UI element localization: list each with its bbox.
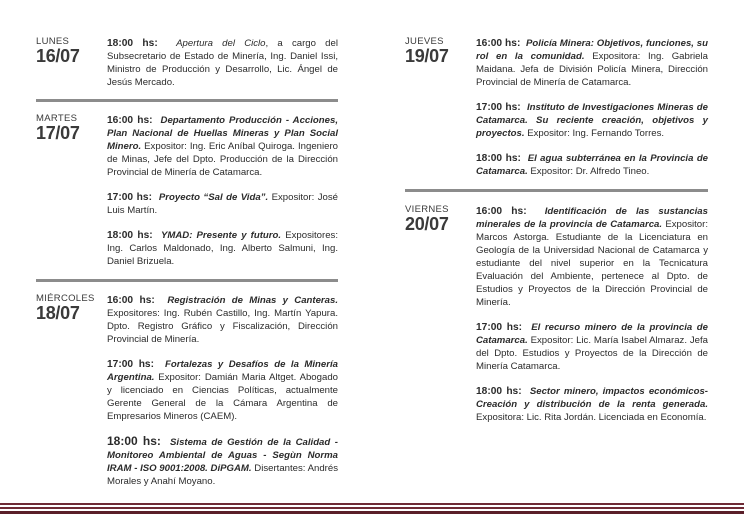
day-date: 18/07 bbox=[36, 303, 80, 323]
event-details: Expositor: Lic. María Isabel Almaraz. Jefa del Dpto. Estudios y Proyectos de la Dirección de Minería Catamarca. bbox=[476, 335, 708, 372]
event-item bbox=[476, 101, 708, 140]
event-title: El agua subterránea en la Provincia de Catamarca. bbox=[476, 153, 709, 177]
event-time: 17:00 hs: bbox=[476, 102, 521, 113]
event-details: Expositor: Marcos Astorga. Estudiante de la Licenciatura en Geología de la Universidad Nacional de Catamarca y estudiante del nivel superior en la Tecnicatura Evaluación del Ambiente, pertenece al Dpto. de Estudios y Proyectos de la Dirección Provincial de Minería. bbox=[476, 219, 708, 308]
event-time: 18:00 hs: bbox=[476, 386, 522, 397]
weekday-label: JUEVES bbox=[405, 36, 444, 47]
event-details: , a cargo del Subsecretario de Estado de Minería, Ing. Daniel Issi, Ministro de Producción y Desarrollo, Lic. Ángel de Jesús Mercado. bbox=[107, 38, 338, 88]
day-date: 16/07 bbox=[36, 46, 80, 66]
event-title: Sector minero, impactos económicos- Creación y distribución de la renta generada. bbox=[476, 386, 708, 410]
event-item bbox=[107, 191, 338, 217]
event-details: Expositora: Lic. Rita Jordán. Licenciada en Economía. bbox=[476, 412, 707, 423]
event-details: Expositora: Ing. Gabriela Maidana. Jefa de División Policía Minera, Dirección Provincial de Minería de Catamarca. bbox=[476, 51, 708, 88]
event-item bbox=[476, 321, 708, 373]
event-list bbox=[107, 114, 338, 280]
event-title: Policía Minera: Objetivos, funciones, su rol en la comunidad. bbox=[476, 38, 708, 62]
event-time: 18:00 hs: bbox=[476, 153, 521, 164]
footer-stripe bbox=[0, 503, 744, 505]
event-details: Expositor: José Luis Martín. bbox=[107, 192, 338, 216]
day-date: 20/07 bbox=[405, 214, 449, 234]
footer-stripe bbox=[0, 507, 744, 509]
event-title: Apertura del Ciclo bbox=[176, 38, 266, 49]
event-details: Expositores: Ing. Rubén Castillo, Ing. Martín Yapura. Dpto. Registro Gráfico y Fiscalización, Dirección Provincial de Minería. bbox=[107, 308, 338, 345]
weekday-label: VIERNES bbox=[405, 204, 449, 215]
event-title: Departamento Producción - Acciones, Plan Nacional de Huellas Mineras y Plan Social Minero. bbox=[107, 115, 338, 152]
day-date: 17/07 bbox=[36, 123, 80, 143]
event-details: Expositores: Ing. Carlos Maldonado, Ing. Alberto Salmuni, Ing. Daniel Brizuela. bbox=[107, 230, 338, 267]
event-item bbox=[476, 385, 708, 424]
event-details: Disertantes: Andrés Morales y Anahí Moyano. bbox=[107, 463, 339, 487]
weekday-label: MIÉRCOLES bbox=[36, 293, 95, 304]
event-time: 17:00 hs: bbox=[476, 322, 523, 333]
event-list bbox=[476, 205, 708, 436]
event-item bbox=[107, 114, 338, 179]
event-title: Registración de Minas y Canteras. bbox=[167, 295, 338, 306]
date-block bbox=[36, 294, 106, 322]
event-time: 16:00 hs: bbox=[107, 295, 155, 306]
event-details: Expositor: Ing. Fernando Torres. bbox=[524, 128, 665, 139]
footer-stripe bbox=[0, 511, 744, 514]
date-block bbox=[405, 205, 475, 233]
weekday-label: MARTES bbox=[36, 113, 78, 124]
event-title: Identificación de las sustancias minerales de la provincia de Catamarca. bbox=[476, 206, 708, 230]
event-item bbox=[107, 435, 338, 488]
event-item bbox=[107, 294, 338, 346]
event-time: 18:00 hs: bbox=[107, 38, 158, 49]
event-title: YMAD: Presente y futuro. bbox=[160, 230, 282, 241]
event-time: 18:00 hs: bbox=[107, 230, 153, 241]
event-item bbox=[476, 205, 708, 309]
event-title: Proyecto “Sal de Vida”. bbox=[158, 192, 269, 203]
event-item bbox=[476, 37, 708, 89]
event-list bbox=[476, 37, 708, 190]
event-item bbox=[107, 358, 338, 423]
section-divider bbox=[36, 99, 338, 102]
event-title: Instituto de Investigaciones Mineras de Catamarca. Su reciente creación, objetivos y proyectos. bbox=[476, 102, 708, 139]
event-time: 16:00 hs: bbox=[476, 38, 521, 49]
event-details: Expositor: Damián Maria Altget. Abogado y licenciado en Ciencias Políticas, actualmente Gerente General de la Cámara Argentina de Empresarios Mineros (CAEM). bbox=[107, 372, 338, 422]
date-block bbox=[36, 114, 106, 142]
event-title: El recurso minero de la provincia de Catamarca. bbox=[476, 322, 708, 346]
event-list bbox=[107, 294, 338, 500]
event-item bbox=[476, 152, 708, 178]
event-list bbox=[107, 37, 338, 101]
date-block bbox=[36, 37, 106, 65]
event-title: Fortalezas y Desafíos de la Minería Argentina. bbox=[107, 359, 338, 383]
section-divider bbox=[36, 279, 338, 282]
event-time: 17:00 hs: bbox=[107, 359, 154, 370]
event-time: 16:00 hs: bbox=[476, 206, 527, 217]
event-time: 16:00 hs: bbox=[107, 115, 153, 126]
footer-band bbox=[0, 503, 744, 527]
event-details: Expositor: Ing. Eric Aníbal Quiroga. Ingeniero de Minas, Jefe del Dpto. Producción de la Dirección Provincial de Minería de Catamarca. bbox=[107, 141, 338, 178]
event-title: Sistema de Gestión de la Calidad - Monitoreo Ambiental de Aguas - Segùn Norma IRAM - ISO 9001:2008. DiPGAM. bbox=[107, 437, 338, 474]
event-item bbox=[107, 229, 338, 268]
event-time: 17:00 hs: bbox=[107, 192, 152, 203]
event-item bbox=[107, 37, 338, 89]
event-details: Expositor: Dr. Alfredo Tineo. bbox=[527, 166, 650, 177]
section-divider bbox=[405, 189, 708, 192]
event-time: 18:00 hs: bbox=[107, 434, 161, 448]
day-date: 19/07 bbox=[405, 46, 449, 66]
date-block bbox=[405, 37, 475, 65]
weekday-label: LUNES bbox=[36, 36, 70, 47]
